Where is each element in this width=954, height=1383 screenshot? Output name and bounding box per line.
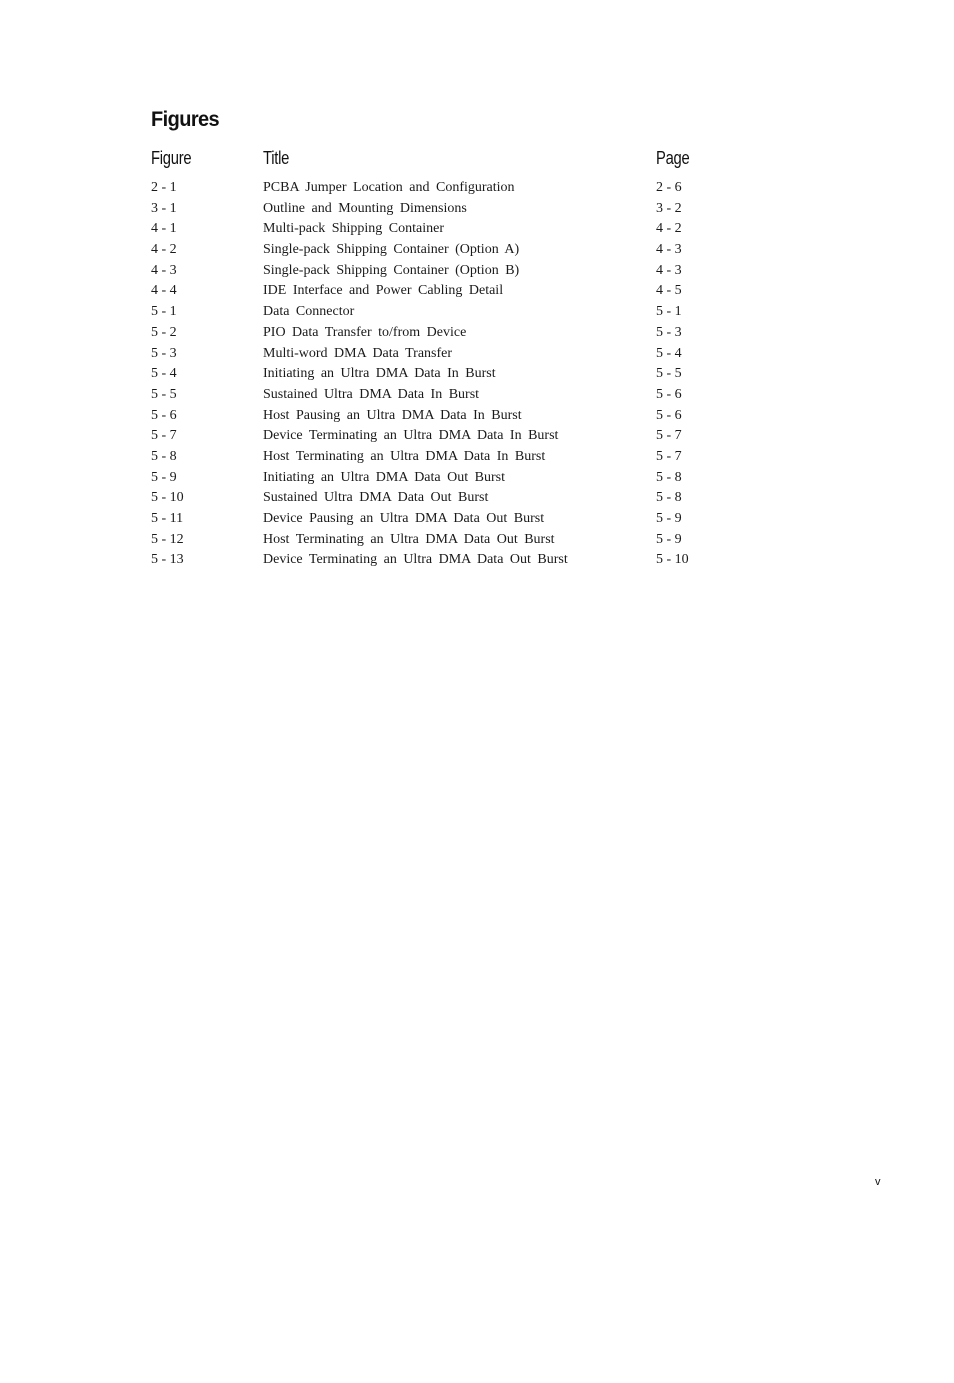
list-item[interactable] (151, 199, 771, 220)
figure-number: 4 - 2 (151, 242, 177, 258)
page-reference[interactable]: 3 - 2 (656, 200, 682, 216)
list-item[interactable] (151, 178, 771, 199)
list-item[interactable] (151, 550, 771, 571)
figure-title[interactable]: Multi-pack Shipping Container (263, 221, 444, 237)
list-item[interactable] (151, 302, 771, 323)
list-item[interactable] (151, 488, 771, 509)
list-item[interactable] (151, 344, 771, 365)
figure-title[interactable]: Data Connector (263, 304, 355, 320)
list-item[interactable] (151, 509, 771, 530)
page-reference[interactable]: 5 - 5 (656, 366, 682, 382)
figure-number: 5 - 3 (151, 345, 177, 361)
page-reference[interactable]: 5 - 10 (656, 552, 689, 568)
page-reference[interactable]: 4 - 5 (656, 283, 682, 299)
column-header-page: Page (656, 148, 690, 168)
figure-number: 5 - 5 (151, 386, 177, 402)
list-item[interactable] (151, 261, 771, 282)
figure-number: 5 - 9 (151, 469, 177, 485)
figure-title[interactable]: Device Pausing an Ultra DMA Data Out Burst (263, 511, 545, 526)
figure-title[interactable]: Initiating an Ultra DMA Data Out Burst (263, 469, 505, 485)
figure-title[interactable]: Sustained Ultra DMA Data Out Burst (263, 490, 489, 506)
page-reference[interactable]: 5 - 7 (656, 428, 682, 444)
list-item[interactable] (151, 240, 771, 261)
figure-number: 5 - 7 (151, 428, 177, 444)
figure-title[interactable]: Outline and Mounting Dimensions (263, 200, 467, 216)
list-item[interactable] (151, 426, 771, 447)
page-reference[interactable]: 5 - 9 (656, 531, 682, 547)
figure-number: 5 - 1 (151, 304, 177, 320)
figure-number: 5 - 8 (151, 448, 177, 464)
list-item[interactable] (151, 447, 771, 468)
figure-title[interactable]: Host Terminating an Ultra DMA Data Out Burst (263, 531, 555, 547)
column-header-figure: Figure (151, 148, 192, 168)
figure-number: 5 - 6 (151, 407, 177, 423)
figure-number: 4 - 4 (151, 283, 177, 299)
figure-number: 5 - 10 (151, 490, 184, 506)
page-reference[interactable]: 5 - 4 (656, 345, 682, 361)
page-reference[interactable]: 5 - 7 (656, 448, 682, 464)
page-title: Figures (151, 108, 220, 131)
figure-number: 5 - 11 (151, 511, 184, 526)
list-item[interactable] (151, 385, 771, 406)
figure-list (151, 178, 771, 571)
list-item[interactable] (151, 530, 771, 551)
figure-title[interactable]: Sustained Ultra DMA Data In Burst (263, 386, 480, 402)
page-reference[interactable]: 5 - 9 (656, 511, 682, 526)
figure-number: 4 - 3 (151, 262, 177, 278)
list-item[interactable] (151, 468, 771, 489)
figure-number: 5 - 13 (151, 552, 184, 568)
page-reference[interactable]: 5 - 6 (656, 386, 682, 402)
figure-title[interactable]: Device Terminating an Ultra DMA Data Out Burst (263, 552, 568, 568)
figure-number: 5 - 4 (151, 366, 177, 382)
page-reference[interactable]: 4 - 3 (656, 242, 682, 258)
list-item[interactable] (151, 406, 771, 427)
figure-title[interactable]: Initiating an Ultra DMA Data In Burst (263, 366, 496, 382)
page-reference[interactable]: 5 - 3 (656, 324, 682, 340)
figure-title[interactable]: PIO Data Transfer to/from Device (263, 324, 467, 340)
page-number: v (875, 1176, 881, 1188)
figure-number: 5 - 12 (151, 531, 184, 547)
page-reference[interactable]: 5 - 6 (656, 407, 682, 423)
list-item[interactable] (151, 219, 771, 240)
page-reference[interactable]: 4 - 3 (656, 262, 682, 278)
figure-title[interactable]: Single-pack Shipping Container (Option B) (263, 262, 520, 278)
page-reference[interactable]: 4 - 2 (656, 221, 682, 237)
column-header-title: Title (263, 148, 290, 168)
page-reference[interactable]: 5 - 1 (656, 304, 682, 320)
figure-title[interactable]: Multi-word DMA Data Transfer (263, 345, 453, 361)
figure-number: 2 - 1 (151, 180, 177, 195)
list-item[interactable] (151, 364, 771, 385)
list-item[interactable] (151, 323, 771, 344)
figure-title[interactable]: Host Pausing an Ultra DMA Data In Burst (263, 407, 522, 423)
figure-number: 4 - 1 (151, 221, 177, 237)
figure-title[interactable]: Host Terminating an Ultra DMA Data In Burst (263, 448, 546, 464)
figure-title[interactable]: PCBA Jumper Location and Configuration (263, 180, 515, 195)
figure-number: 3 - 1 (151, 200, 177, 216)
list-item[interactable] (151, 281, 771, 302)
page-reference[interactable]: 2 - 6 (656, 180, 682, 195)
figure-title[interactable]: Device Terminating an Ultra DMA Data In Burst (263, 428, 559, 444)
figure-number: 5 - 2 (151, 324, 177, 340)
page-reference[interactable]: 5 - 8 (656, 490, 682, 506)
page-reference[interactable]: 5 - 8 (656, 469, 682, 485)
figure-title[interactable]: IDE Interface and Power Cabling Detail (263, 283, 504, 299)
figure-title[interactable]: Single-pack Shipping Container (Option A) (263, 242, 520, 258)
